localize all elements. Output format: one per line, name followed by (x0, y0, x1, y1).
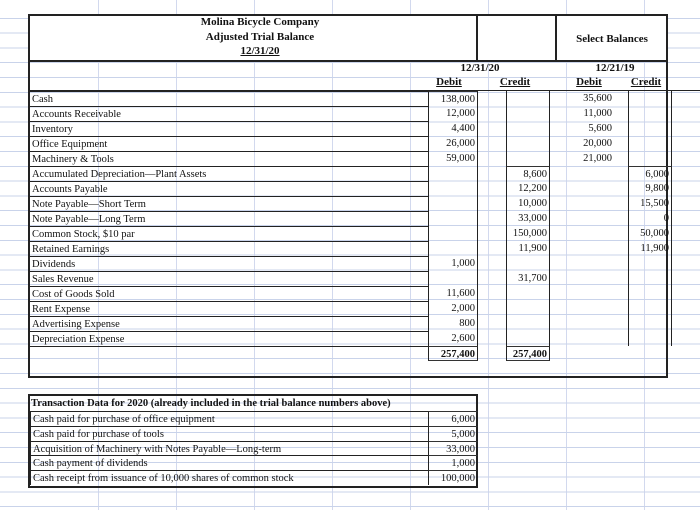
transaction-amount: 100,000 (428, 470, 478, 485)
report-title: Adjusted Trial Balance (205, 31, 315, 43)
debit-2019-value (560, 271, 614, 286)
transaction-amount: 5,000 (428, 426, 478, 441)
credit-2020-value: 11,900 (506, 241, 550, 256)
debit-2020-value: 1,000 (428, 256, 478, 271)
credit-2020-value (506, 106, 550, 121)
credit-2019-value (628, 316, 672, 331)
debit-2019-value (560, 196, 614, 211)
debit-2019-value (560, 316, 614, 331)
credit-2019-value: 50,000 (628, 226, 672, 241)
credit-2020-value (506, 331, 550, 346)
debit-2019-value: 5,600 (588, 123, 612, 134)
credit-2019-value (628, 301, 672, 316)
account-name: Note Payable—Short Term (30, 196, 428, 211)
account-name: Depreciation Expense (30, 331, 428, 346)
credit-2020-value (506, 91, 550, 106)
debit-2020-value: 4,400 (428, 121, 478, 136)
credit-2020-value: 31,700 (506, 271, 550, 286)
credit-2019-value (628, 256, 672, 271)
account-name: Common Stock, $10 par (30, 226, 428, 241)
credit-2019-value: 6,000 (628, 166, 672, 181)
credit-2019-value (628, 271, 672, 286)
account-name: Retained Earnings (30, 241, 428, 256)
account-name: Inventory (30, 121, 428, 136)
total-debit-2020: 257,400 (428, 346, 478, 361)
debit-2020-value (428, 226, 478, 241)
debit-2019-value (560, 166, 614, 181)
debit-2020-value (428, 241, 478, 256)
debit-2019-value (560, 301, 614, 316)
debit-2020-value: 800 (428, 316, 478, 331)
account-name: Office Equipment (30, 136, 428, 151)
transaction-amount: 1,000 (428, 455, 478, 470)
transaction-label: Cash receipt from issuance of 10,000 shares of common stock (30, 470, 428, 485)
debit-2019-header: Debit (576, 76, 602, 88)
credit-2019-value: 0 (628, 211, 672, 226)
account-name: Accounts Payable (30, 181, 428, 196)
total-credit-2020: 257,400 (506, 346, 550, 361)
credit-2020-value (506, 151, 550, 166)
credit-2020-header: Credit (499, 76, 531, 88)
debit-2019-value (560, 331, 614, 346)
credit-2019-value (628, 151, 672, 166)
credit-2020-value: 33,000 (506, 211, 550, 226)
credit-2020-value (506, 256, 550, 271)
debit-2020-value (428, 181, 478, 196)
account-name: Machinery & Tools (30, 151, 428, 166)
credit-2020-value (506, 301, 550, 316)
credit-2020-value (506, 286, 550, 301)
debit-2019-value: 11,000 (583, 108, 612, 119)
debit-2020-value: 11,600 (428, 286, 478, 301)
debit-2019-value: 20,000 (583, 138, 612, 149)
debit-2019-value (560, 226, 614, 241)
account-name: Advertising Expense (30, 316, 428, 331)
debit-2019-value (560, 181, 614, 196)
credit-2020-value: 12,200 (506, 181, 550, 196)
credit-2020-value (506, 316, 550, 331)
debit-2019-value (560, 256, 614, 271)
account-name: Note Payable—Long Term (30, 211, 428, 226)
debit-2020-value: 2,000 (428, 301, 478, 316)
transaction-label: Cash payment of dividends (30, 455, 428, 470)
credit-2019-value: 9,800 (628, 181, 672, 196)
credit-2020-value: 10,000 (506, 196, 550, 211)
debit-2020-value: 12,000 (428, 106, 478, 121)
debit-2020-value (428, 211, 478, 226)
transactions-title: Transaction Data for 2020 (already included in the trial balance numbers above) (31, 398, 391, 409)
credit-2019-value: 15,500 (628, 196, 672, 211)
credit-2019-value (628, 91, 672, 106)
transaction-label: Cash paid for purchase of tools (30, 426, 428, 441)
debit-2020-value (428, 271, 478, 286)
debit-2020-value (428, 166, 478, 181)
label-column-border (29, 91, 30, 346)
account-name: Dividends (30, 256, 428, 271)
account-name: Cash (30, 91, 428, 106)
account-name: Accounts Receivable (30, 106, 428, 121)
credit-2019-value (628, 331, 672, 346)
account-name: Rent Expense (30, 301, 428, 316)
debit-2019-value (560, 286, 614, 301)
debit-2020-header: Debit (436, 76, 462, 88)
debit-2019-value (560, 211, 614, 226)
report-date: 12/31/20 (240, 45, 280, 57)
credit-2020-value: 150,000 (506, 226, 550, 241)
credit-2020-value (506, 121, 550, 136)
debit-2020-value: 2,600 (428, 331, 478, 346)
company-name: Molina Bicycle Company (200, 16, 320, 28)
debit-2020-value (428, 196, 478, 211)
debit-2020-value: 138,000 (428, 91, 478, 106)
debit-2019-value (560, 241, 614, 256)
transaction-label: Acquisition of Machinery with Notes Payable—Long-term (30, 441, 428, 456)
credit-2019-value: 11,900 (628, 241, 672, 256)
credit-2019-value (628, 106, 672, 121)
select-balances-title: Select Balances (576, 33, 648, 45)
label-column-bottom (29, 346, 428, 347)
credit-2019-header: Credit (630, 76, 662, 88)
transaction-label: Cash paid for purchase of office equipment (30, 411, 428, 426)
account-name: Sales Revenue (30, 271, 428, 286)
debit-2020-value: 59,000 (428, 151, 478, 166)
debit-2020-value: 26,000 (428, 136, 478, 151)
account-name: Cost of Goods Sold (30, 286, 428, 301)
credit-2019-value (628, 121, 672, 136)
transaction-amount: 33,000 (428, 441, 478, 456)
debit-2019-value: 35,600 (583, 93, 612, 104)
period-2020-header: 12/31/20 (460, 62, 500, 74)
credit-2020-value: 8,600 (506, 166, 550, 181)
debit-2019-value: 21,000 (583, 153, 612, 164)
period-2019-header: 12/21/19 (595, 62, 635, 74)
credit-2020-value (506, 136, 550, 151)
credit-2019-value (628, 286, 672, 301)
credit-2019-value (628, 136, 672, 151)
account-name: Accumulated Depreciation—Plant Assets (30, 166, 428, 181)
transaction-amount: 6,000 (428, 411, 478, 426)
